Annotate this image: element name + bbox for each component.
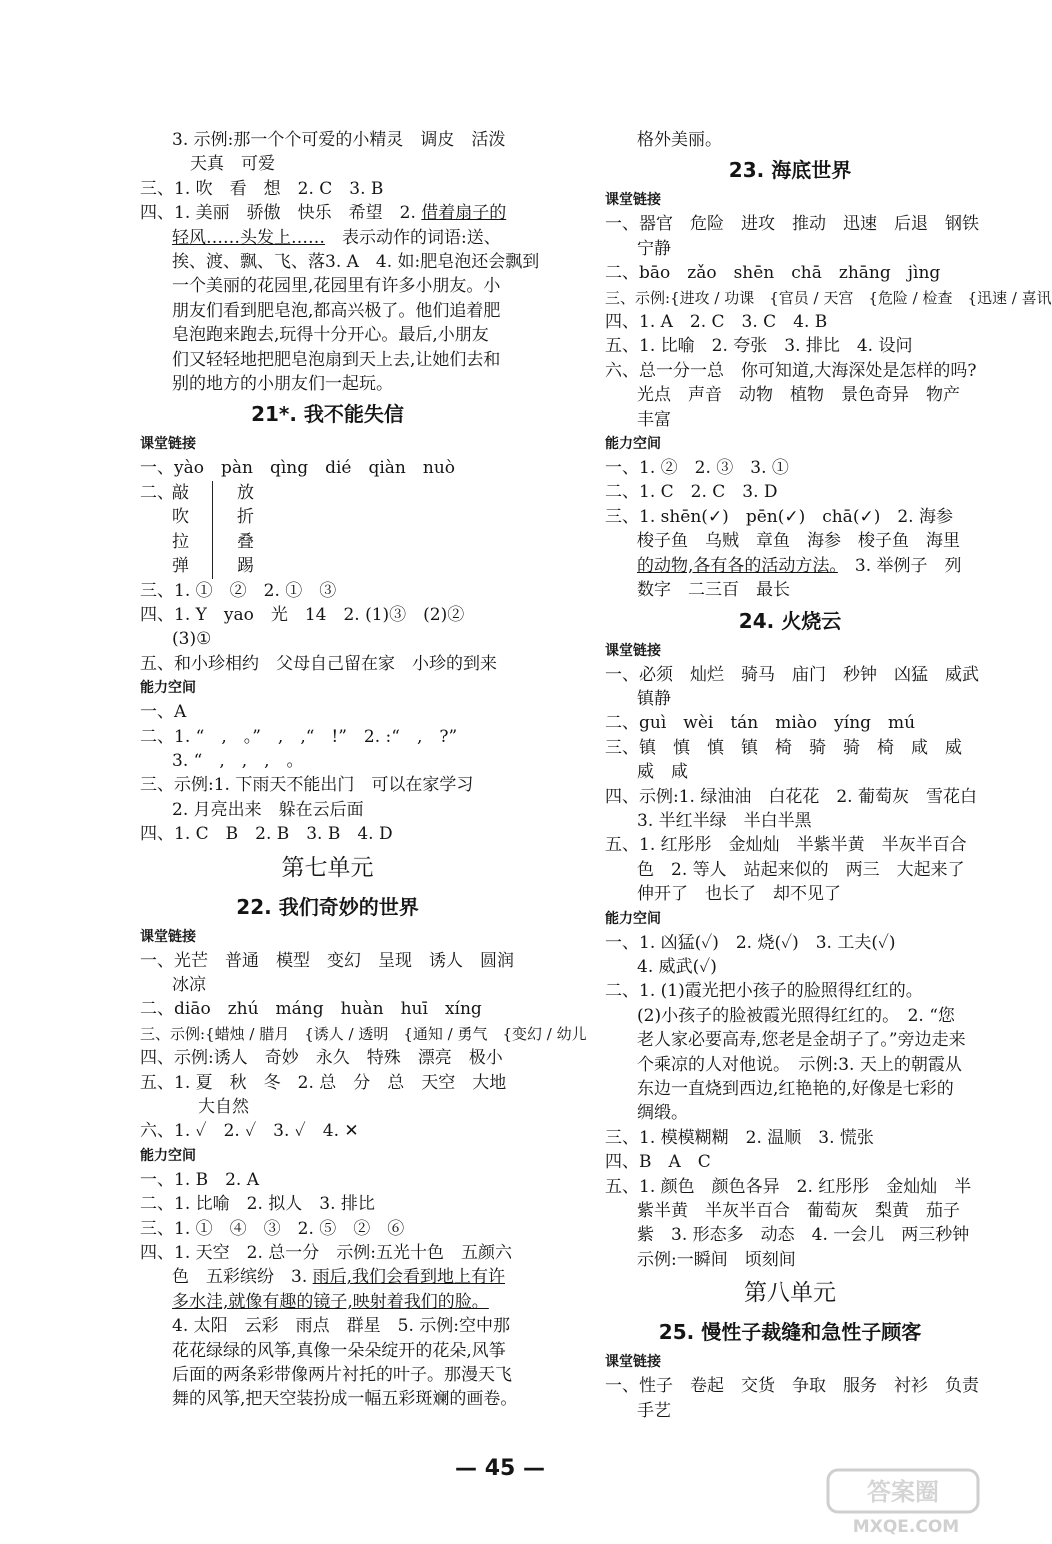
answer-line: 绸缎。 [637, 1103, 688, 1124]
answer-line: 3. 半红半绿 半白半黑 [637, 810, 812, 831]
answer-line: 紫半黄 半灰半百合 葡萄灰 梨黄 茄子 [637, 1201, 960, 1222]
answer-text: 表示动作的词语:送、 [325, 227, 501, 248]
underlined-text: 借着扇子的 [421, 203, 507, 224]
answer-line: 天真 可爱 [190, 154, 275, 175]
underlined-text: 轻风……头发上…… [172, 227, 325, 248]
answer-line [140, 1290, 515, 1314]
answer-line: 伸开了 也长了 却不见了 [637, 884, 841, 905]
match-divider [212, 481, 213, 579]
answer-line: 手艺 [637, 1400, 671, 1421]
match-word: 敲 [172, 482, 189, 503]
section-label: 课堂链接 [140, 436, 196, 453]
answer-line: 一、1. B 2. A [140, 1169, 260, 1190]
match-word: 折 [237, 507, 254, 528]
answer-line: 一、光芒 普通 模型 变幻 呈现 诱人 圆润 [140, 950, 514, 971]
svg-text:答案圈: 答案圈 [867, 1478, 939, 1506]
answer-line: 花花绿绿的风筝,真像一朵朵绽开的花朵,风筝 [172, 1340, 506, 1361]
answer-line: 二、guì wèi tán miào yíng mú [605, 713, 916, 734]
section-label: 课堂链接 [605, 1354, 661, 1371]
answer-line: 四、示例:诱人 奇妙 永久 特殊 漂亮 极小 [140, 1048, 503, 1069]
lesson-title: 25. 慢性子裁缝和急性子顾客 [658, 1320, 922, 1345]
answer-line [140, 1265, 515, 1289]
answer-line: 们又轻轻地把肥皂泡扇到天上去,让她们去和 [172, 349, 501, 370]
answer-line: 二、1. (1)霞光把小孩子的脸照得红红的。 [605, 981, 923, 1002]
section-label: 课堂链接 [605, 192, 661, 209]
answer-line: 五、1. 夏 秋 冬 2. 总 分 总 天空 大地 [140, 1072, 507, 1093]
answer-prefix: 二、 [140, 482, 174, 503]
answer-line: 示例:一瞬间 顷刻间 [637, 1249, 796, 1270]
answer-line: 一、1. 凶猛(✓) 2. 烧(✓) 3. 工夫(✓) [605, 932, 896, 953]
section-label: 课堂链接 [605, 642, 661, 659]
match-word: 弹 [172, 556, 189, 577]
page-number: — 45 — [455, 1456, 545, 1481]
answer-line: 朋友们看到肥皂泡,都高兴极了。他们追着肥 [172, 300, 501, 321]
answer-line: 二、diāo zhú máng huàn huī xíng [140, 999, 482, 1020]
answer-line: 舞的风筝,把天空装扮成一幅五彩斑斓的画卷。 [172, 1389, 518, 1410]
answer-line: 4. 威武(✓) [637, 956, 717, 977]
answer-line: 二、1. C 2. C 3. D [605, 482, 778, 503]
answer-line: 威 咸 [637, 762, 688, 783]
answer-line: 四、B A C [605, 1152, 711, 1173]
answer-line: 五、1. 颜色 颜色各异 2. 红彤彤 金灿灿 半 [605, 1176, 972, 1197]
match-word: 放 [237, 482, 254, 503]
answer-line: 挨、渡、飘、飞、落3. A 4. 如:肥皂泡还会飘到 [172, 252, 540, 273]
answer-line: 四、示例:1. 绿油油 白花花 2. 葡萄灰 雪花白 [605, 786, 977, 807]
answer-line: 色 2. 等人 站起来似的 两三 大起来了 [637, 859, 965, 880]
answer-line: 丰富 [637, 409, 671, 430]
answer-line: 二、1. “ , 。” , ,“ !” 2. :“ , ?” [140, 726, 458, 747]
answer-line: (2)小孩子的脸被霞光照得红红的。 2. “您 [637, 1005, 955, 1026]
answer-line: 一、器官 危险 进攻 推动 迅速 后退 钢铁 [605, 214, 979, 235]
answer-line: 三、1. 模模糊糊 2. 温顺 3. 慌张 [605, 1127, 874, 1148]
answer-line: 大自然 [198, 1097, 249, 1117]
answer-line: 一、必须 灿烂 骑马 庙门 秒钟 凶猛 威武 [605, 664, 979, 685]
answer-line: 四、1. A 2. C 3. C 4. B [605, 312, 828, 333]
match-right-column [237, 481, 254, 579]
section-label: 能力空间 [605, 910, 661, 927]
unit-heading: 第八单元 [744, 1280, 836, 1307]
answer-line: 五、和小珍相约 父母自己留在家 小珍的到来 [140, 653, 497, 674]
answer-line: 四、1. Y yao 光 14 2. (1)③ (2)② [140, 604, 465, 625]
answer-line: 三、1. ① ④ ③ 2. ⑤ ② ⑥ [140, 1218, 405, 1239]
watermark-icon [822, 1468, 990, 1538]
underlined-text: 多水洼,就像有趣的镜子,映射着我们的脸。 [172, 1291, 489, 1312]
answer-line: 老人家必要高寿,您老是金胡子了。”旁边走来 [637, 1030, 966, 1051]
answer-line [605, 554, 975, 578]
answer-line: 五、1. 比喻 2. 夸张 3. 排比 4. 设问 [605, 336, 913, 357]
right-column [605, 128, 1052, 1423]
answer-line: 镇静 [637, 688, 671, 709]
answer-line: 六、总一分一总 你可知道,大海深处是怎样的吗? [605, 360, 977, 381]
answer-line: 紫 3. 形态多 动态 4. 一会儿 两三秒钟 [637, 1225, 970, 1246]
lesson-title: 23. 海底世界 [728, 158, 852, 183]
answer-line: 三、示例:{进攻 / 功课 {官员 / 天宫 {危险 / 检查 {迅速 / 喜讯 [605, 288, 1052, 307]
answer-line: 3. “ , , , 。 [172, 750, 304, 771]
answer-line: 四、1. C B 2. B 3. B 4. D [140, 824, 393, 845]
match-word: 叠 [237, 531, 254, 552]
answer-line: 六、1. ✓ 2. ✓ 3. ✓ 4. ✕ [140, 1121, 359, 1142]
match-word: 踢 [237, 556, 254, 577]
match-left-column [172, 481, 212, 579]
answer-line: 三、1. shēn(✓) pēn(✓) chā(✓) 2. 海参 [605, 506, 953, 527]
lesson-title: 21*. 我不能失信 [251, 402, 404, 427]
answer-line: 四、1. 天空 2. 总一分 示例:五光十色 五颜六 [140, 1243, 512, 1264]
answer-line: 别的地方的小朋友们一起玩。 [172, 374, 393, 395]
answer-line: 一、yào pàn qìng dié qiàn nuò [140, 458, 456, 479]
answer-line: 3. 示例:那一个个可爱的小精灵 调皮 活泼 [172, 130, 506, 150]
answer-text: 色 五彩缤纷 3. [172, 1267, 313, 1288]
answer-line: 一、A [140, 702, 187, 723]
match-word: 拉 [172, 531, 189, 552]
answer-line [140, 201, 515, 225]
answer-line: 冰凉 [172, 974, 206, 995]
answer-line: (3)① [172, 629, 212, 650]
answer-text: 四、1. 美丽 骄傲 快乐 希望 2. [140, 203, 422, 224]
answer-line: 皂泡跑来跑去,玩得十分开心。最后,小朋友 [172, 325, 489, 346]
answer-line [140, 226, 515, 250]
underlined-text: 的动物,各有各的活动方法。 [637, 555, 838, 576]
section-label: 能力空间 [605, 436, 661, 453]
answer-line: 数字 二三百 最长 [637, 580, 790, 601]
left-column [140, 128, 587, 1412]
answer-line: 4. 太阳 云彩 雨点 群星 5. 示例:空中那 [172, 1316, 510, 1337]
answer-line: 个乘凉的人对他说。 示例:3. 天上的朝霞从 [637, 1054, 962, 1075]
section-label: 能力空间 [140, 680, 196, 697]
answer-line: 三、示例:1. 下雨天不能出门 可以在家学习 [140, 775, 474, 796]
answer-line: 三、示例:{蜡烛 / 腊月 {诱人 / 透明 {通知 / 勇气 {变幻 / 幼儿 [140, 1024, 587, 1043]
answer-line: 一个美丽的花园里,花园里有许多小朋友。小 [172, 276, 501, 297]
word-match [140, 481, 515, 579]
answer-line: 光点 声音 动物 植物 景色奇异 物产 [637, 385, 960, 406]
unit-heading: 第七单元 [281, 854, 374, 881]
answer-line: 一、1. ② 2. ③ 3. ① [605, 458, 789, 479]
answer-line: 五、1. 红彤彤 金灿灿 半紫半黄 半灰半百合 [605, 835, 967, 856]
answer-line: 一、性子 卷起 交货 争取 服务 衬衫 负责 [605, 1376, 979, 1397]
answer-line: 2. 月亮出来 躲在云后面 [172, 799, 364, 820]
underlined-text: 雨后,我们会看到地上有许 [312, 1267, 506, 1288]
answer-line: 三、1. 吹 看 想 2. C 3. B [140, 178, 384, 199]
answer-line: 梭子鱼 乌贼 章鱼 海参 梭子鱼 海里 [637, 531, 960, 552]
answer-line: 三、1. ① ② 2. ① ③ [140, 580, 337, 601]
watermark-text: MXQE.COM [852, 1517, 960, 1537]
section-label: 课堂链接 [140, 928, 196, 945]
answer-line: 东边一直烧到西边,红艳艳的,好像是七彩的 [637, 1079, 954, 1099]
answer-line: 二、1. 比喻 2. 拟人 3. 排比 [140, 1194, 375, 1215]
answer-line: 宁静 [637, 238, 671, 259]
answer-line: 后面的两条彩带像两片衬托的叶子。那漫天飞 [172, 1365, 512, 1386]
answer-text: 3. 举例子 列 [837, 555, 962, 576]
watermark-logo [822, 1468, 990, 1538]
match-word: 吹 [172, 507, 189, 528]
section-label: 能力空间 [140, 1147, 196, 1164]
lesson-title: 24. 火烧云 [738, 608, 842, 633]
answer-line: 格外美丽。 [637, 130, 722, 150]
lesson-title: 22. 我们奇妙的世界 [236, 894, 419, 919]
answer-line: 三、镇 慎 慎 镇 椅 骑 骑 椅 咸 威 [605, 737, 962, 758]
answer-line: 二、bāo zǎo shēn chā zhāng jìng [605, 263, 941, 284]
